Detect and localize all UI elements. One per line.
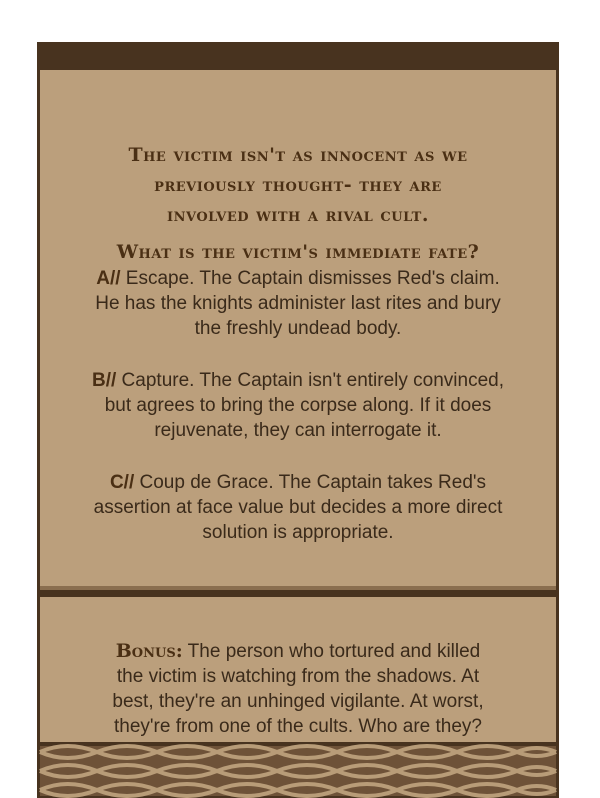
option-c — [40, 470, 556, 545]
bonus-text-start: The person who tortured and killed — [182, 641, 481, 662]
option-line: but agrees to bring the corpse along. If it does — [104, 395, 492, 416]
option-text: Coup de Grace. The Captain takes Red's — [134, 472, 487, 493]
bonus-line: they're from one of the cults. Who are they? — [114, 716, 482, 737]
decorative-lattice-border — [37, 742, 559, 798]
bonus-line: the victim is watching from the shadows. At — [116, 666, 480, 687]
divider — [40, 586, 556, 590]
option-letter: C// — [109, 472, 135, 493]
option-b — [40, 368, 556, 443]
option-line — [40, 266, 556, 291]
bonus-label: Bonus: — [115, 640, 183, 662]
choice-card — [37, 42, 559, 798]
question-heading: What is the victim's immediate fate? — [116, 241, 480, 263]
option-line: the freshly undead body. — [194, 318, 402, 339]
option-text: Capture. The Captain isn't entirely convinced, — [116, 370, 504, 391]
main-panel — [40, 70, 556, 586]
intro-heading-line: previously thought- they are — [154, 174, 442, 196]
top-border — [37, 42, 559, 70]
option-letter: B// — [92, 370, 117, 391]
intro-heading-line: involved with a rival cult. — [167, 204, 429, 226]
option-line: He has the knights administer last rites and bury — [95, 293, 501, 314]
bonus-line — [40, 639, 556, 664]
bonus-line: best, they're an unhinged vigilante. At worst, — [112, 691, 484, 712]
intro-heading-line: The victim isn't as innocent as we — [128, 144, 468, 166]
option-line: assertion at face value but decides a more direct — [93, 497, 503, 518]
option-a — [40, 266, 556, 341]
option-line: solution is appropriate. — [202, 522, 394, 543]
intro-heading — [40, 140, 556, 230]
bonus-text — [40, 639, 556, 739]
option-line: rejuvenate, they can interrogate it. — [154, 420, 442, 441]
option-line — [40, 470, 556, 495]
option-line — [40, 368, 556, 393]
option-letter: A// — [96, 268, 121, 289]
option-text: Escape. The Captain dismisses Red's claim. — [120, 268, 500, 289]
